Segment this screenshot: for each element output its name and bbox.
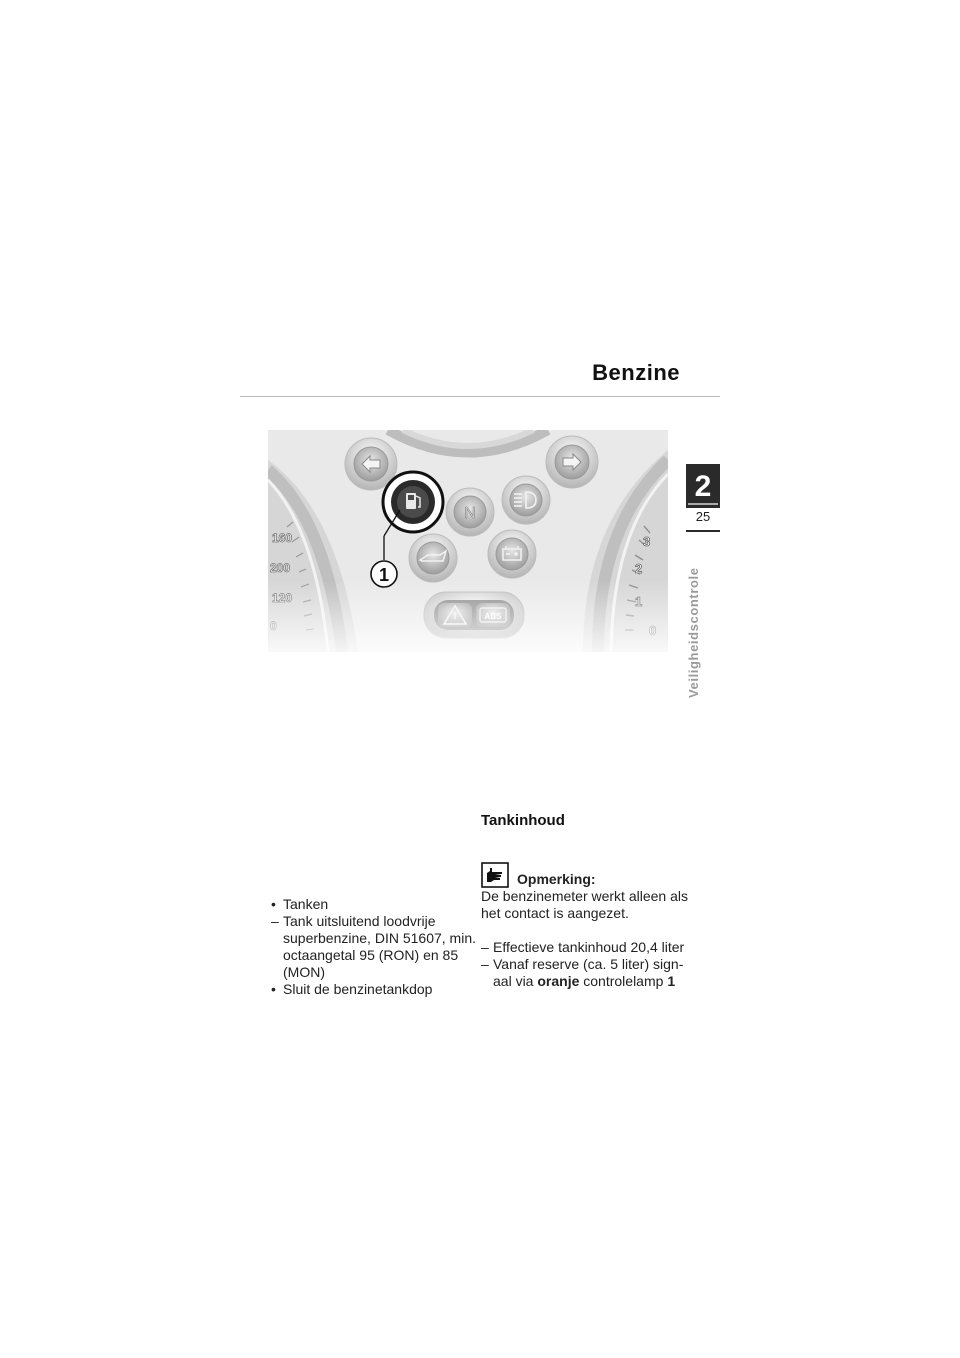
callout-reference: 1: [667, 973, 676, 989]
list-item: [481, 956, 691, 990]
callout-number: 1: [378, 565, 390, 585]
note-hand-icon: [481, 862, 509, 888]
tank-capacity-section: [481, 812, 691, 990]
speed-tick-label: 200: [270, 561, 291, 575]
list-item: [271, 913, 476, 981]
high-beam-lamp: [502, 476, 550, 524]
list-item: [271, 896, 476, 913]
list-item-text: Tanken: [283, 896, 329, 912]
refuel-instructions: [271, 896, 476, 998]
note-header: [481, 862, 691, 888]
section-side-label: Veiligheidscontrole: [686, 567, 701, 698]
oil-pressure-lamp: [409, 534, 457, 582]
list-item: [271, 981, 476, 998]
list-item: [481, 939, 691, 956]
list-item-text: Sluit de benzinetankdop: [283, 981, 433, 997]
list-item-text: Effectieve tankinhoud 20,4 liter: [493, 939, 685, 955]
instrument-cluster-illustration: [268, 430, 668, 652]
list-dash: –: [481, 956, 489, 972]
list-item-text: Vanaf reserve (ca. 5 liter) sign-aal via: [493, 956, 684, 989]
list-dash: –: [271, 913, 279, 929]
emphasis-color: oranje: [537, 973, 580, 989]
list-dash: –: [481, 939, 489, 955]
list-bullet: •: [271, 981, 276, 997]
note-text: De benzinemeter werkt alleen als het contact is aangezet.: [481, 888, 688, 921]
rpm-tick-label: 3: [643, 534, 651, 549]
neutral-lamp: [446, 488, 494, 536]
right-turn-indicator: [546, 436, 598, 488]
list-bullet: •: [271, 896, 276, 912]
page-number: 25: [686, 508, 720, 530]
battery-lamp: [488, 530, 536, 578]
note-title: Opmerking:: [517, 871, 596, 887]
page-title: Benzine: [592, 360, 680, 385]
chapter-number: 2: [694, 470, 712, 503]
rpm-tick-label: 2: [635, 561, 643, 576]
list-item-text: Tank uitsluitend loodvrije superbenzine, DIN 51607, min. octaangetal 95 (RON) en 85 (MON): [283, 913, 476, 980]
section-heading: Tankinhoud: [481, 812, 565, 829]
header-rule: [240, 396, 720, 397]
instrument-cluster-figure: [268, 430, 668, 652]
list-item-text: controlelamp: [579, 973, 668, 989]
chapter-divider: [688, 503, 718, 505]
neutral-label: N: [464, 505, 476, 522]
speed-tick-label: 160: [272, 531, 293, 545]
